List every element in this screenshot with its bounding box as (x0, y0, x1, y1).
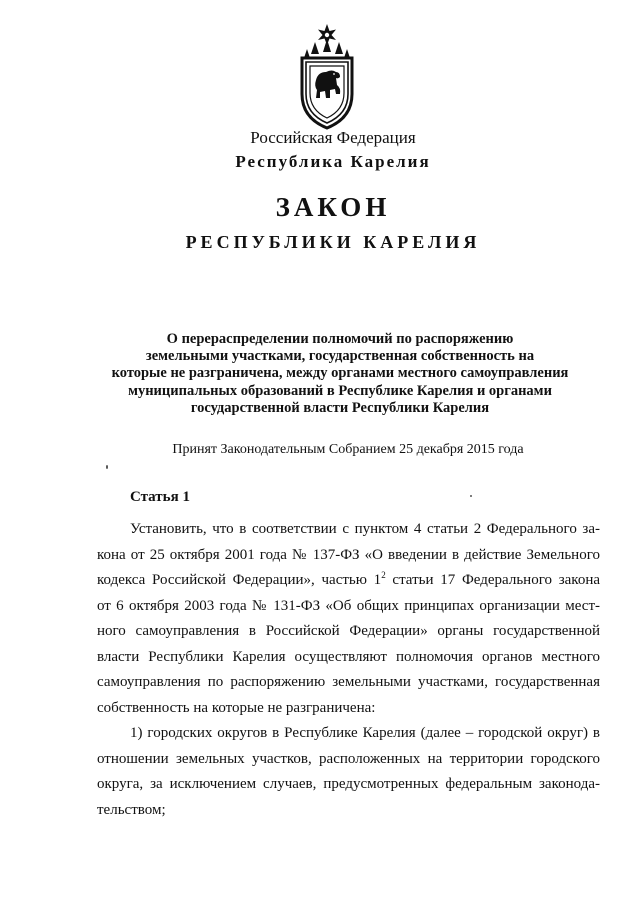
law-title-line: О перераспределении полномочий по распоряжению (166, 331, 514, 347)
body-line: кона от 25 октября 2001 года № 137-ФЗ «О введении в действие Земельного (97, 546, 600, 563)
body-line: власти Республики Карелия осуществляют полномочия органов местного (97, 648, 600, 665)
document-issuer-heading: РЕСПУБЛИКИ КАРЕЛИЯ (185, 232, 481, 252)
scan-speck (106, 465, 108, 469)
law-title-line: муниципальных образований в Республике Карелия и органами (128, 382, 552, 399)
body-line: ного самоуправления в Российской Федерации» органы государственной (97, 623, 600, 639)
body-line: тельством; (97, 801, 166, 818)
body-text-span: кодекса Российской Федерации», частью 1 (97, 572, 382, 588)
scan-speck (470, 495, 472, 497)
law-title-line: государственной власти Республики Карелия (190, 399, 490, 416)
adoption-note: Принят Законодательным Собранием 25 декабря 2015 года (172, 442, 524, 457)
body-line: отношении земельных участков, расположенных на территории городского (97, 750, 600, 767)
law-title-line: земельными участками, государственная собственность на (145, 348, 535, 365)
body-line: самоуправления по распоряжению земельными участками, государственная (97, 674, 600, 690)
article-heading: Статья 1 (130, 489, 190, 505)
body-line: Установить, что в соответствии с пунктом 4 статьи 2 Федерального за- (130, 521, 600, 537)
body-line: от 6 октября 2003 года № 131-ФЗ «Об общих принципах организации мест- (97, 597, 600, 614)
list-item: 1) городских округов в Республике Карелия (далее – городской округ) в (130, 725, 600, 741)
body-text-span: статьи 17 Федерального закона (385, 572, 600, 588)
republic-name: Республика Карелия (235, 152, 431, 171)
article-body (97, 517, 600, 823)
coat-of-arms-icon (296, 22, 358, 130)
law-title-line: которые не разграничена, между органами местного самоуправления (111, 365, 569, 382)
law-title (60, 331, 620, 417)
body-line: собственность на которые не разграничена: (97, 699, 376, 716)
document-type-heading: ЗАКОН (275, 192, 391, 222)
body-line: округа, за исключением случаев, предусмотренных федеральным законода- (97, 776, 600, 792)
country-name: Российская Федерация (250, 128, 416, 147)
body-line (97, 568, 600, 594)
superscript: 2 (381, 570, 386, 580)
